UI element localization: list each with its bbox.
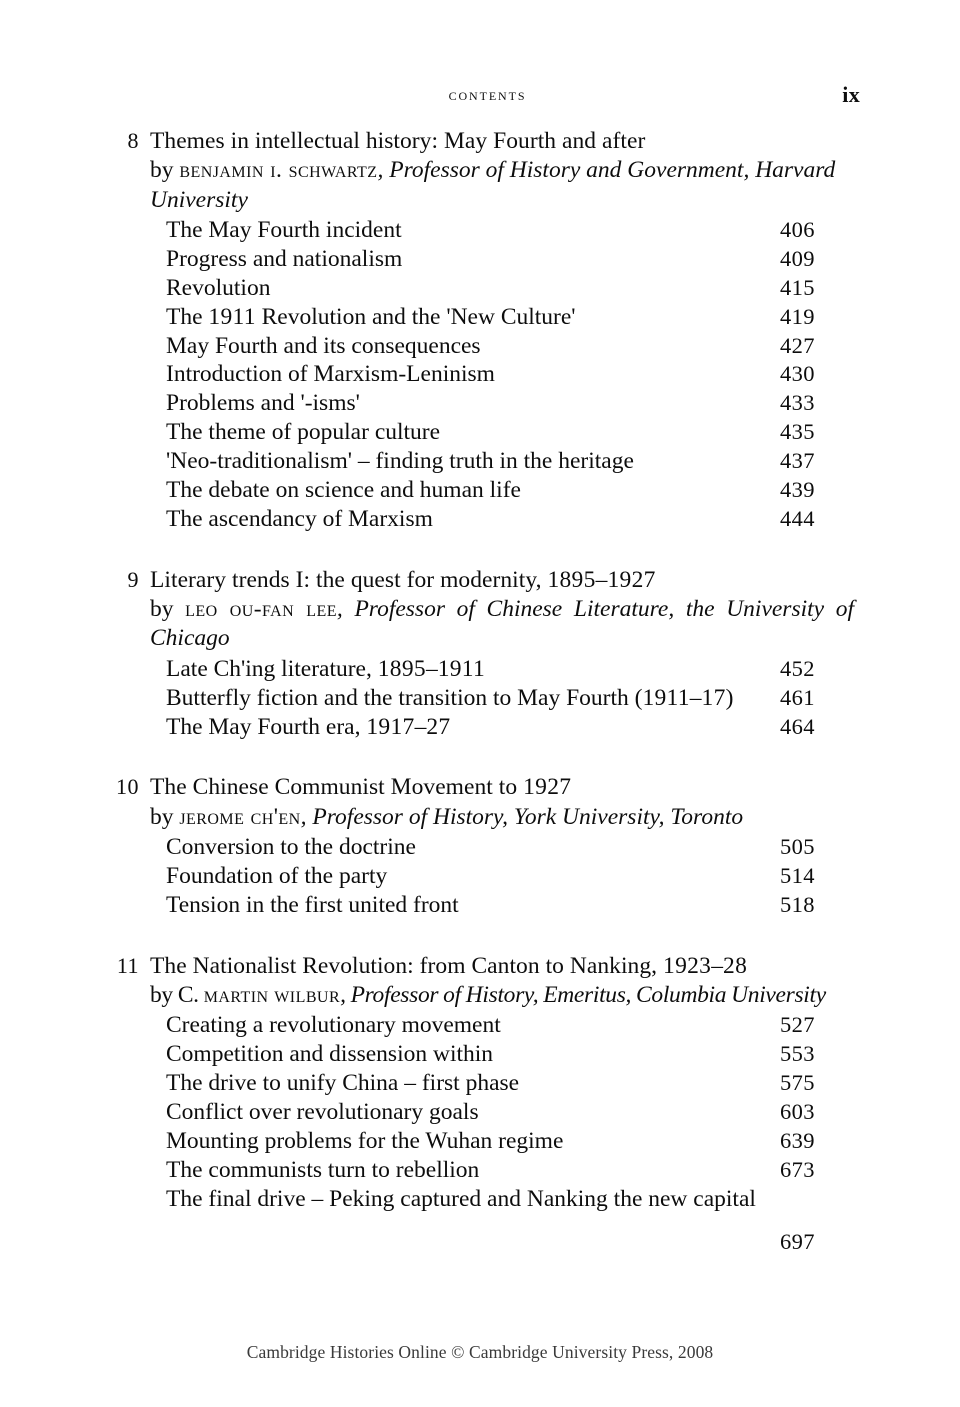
toc-entry-label: Problems and '-isms' [166,390,360,417]
toc-entry[interactable] [106,1185,854,1214]
toc-entry-page-number: 527 [780,1012,815,1038]
toc-entry-label: Revolution [166,274,271,301]
toc-entry[interactable] [106,332,854,361]
chapter-author: leo ou-fan lee [185,596,337,623]
chapter-byline [150,595,854,654]
toc-entry-page-number: 427 [780,332,815,358]
toc-chapter [106,772,854,919]
chapter-title: The Nationalist Revolution: from Canton to Nanking, 1923–28 [150,952,748,979]
toc-entry[interactable] [106,891,854,920]
table-of-contents [106,126,854,1257]
toc-entry-page-overflow [106,1228,854,1257]
chapter-heading[interactable] [106,126,854,156]
toc-entry-label: The debate on science and human life [166,477,521,504]
page-footer: Cambridge Histories Online © Cambridge University Press, 2008 [246,1342,714,1362]
toc-entry[interactable] [106,418,854,447]
toc-entry[interactable] [106,245,854,274]
toc-entry-page-number: 444 [780,505,815,531]
toc-entry[interactable] [106,389,854,418]
toc-entry-page-number: 433 [780,390,815,416]
toc-entry-label: Conversion to the doctrine [166,834,416,861]
byline-prefix: by C. [150,982,204,1009]
toc-entry[interactable] [106,833,854,862]
toc-entry-label: The 1911 Revolution and the 'New Culture' [166,303,576,330]
toc-entry[interactable] [106,1069,854,1098]
toc-entry[interactable] [106,1011,854,1040]
toc-entry-page-number: 437 [780,448,815,474]
toc-entry[interactable] [106,1127,854,1156]
toc-entry-label: Creating a revolutionary movement [166,1012,501,1039]
toc-entry-page-number: 514 [780,862,815,888]
toc-entry-label: The ascendancy of Marxism [166,505,433,532]
chapter-title: The Chinese Communist Movement to 1927 [150,774,572,801]
toc-entry-page-number: 518 [780,891,815,917]
byline-prefix: by [150,596,186,623]
chapter-author-affiliation: , Professor of History and Government, Harvard University [150,157,836,213]
toc-entry-page-number: 415 [780,274,815,300]
chapter-section-list [106,655,854,742]
toc-entry[interactable] [106,713,854,742]
chapter-author-affiliation: , Professor of History, Emeritus, Columbia University [340,982,826,1009]
toc-entry-label: Introduction of Marxism-Leninism [166,361,495,388]
toc-entry-page-number: 639 [780,1128,815,1153]
chapter-byline [150,981,854,1010]
toc-entry-page-number: 435 [780,419,815,445]
toc-entry[interactable] [106,862,854,891]
toc-entry-label: Butterfly fiction and the transition to May Fourth (1911–17) [166,684,734,711]
toc-entry-label: May Fourth and its consequences [166,332,481,359]
toc-entry-label: Conflict over revolutionary goals [166,1099,479,1126]
chapter-title: Themes in intellectual history: May Fourth and after [150,128,646,154]
toc-entry-page-number: 603 [780,1099,815,1125]
toc-entry[interactable] [106,1098,854,1127]
toc-entry-page-number: 461 [780,684,815,710]
toc-entry-page-number: 409 [780,245,815,271]
toc-entry-label: Competition and dissension within [166,1041,494,1068]
toc-entry-page-number: 406 [780,216,815,242]
toc-entry-page-number: 419 [780,303,815,329]
toc-entry[interactable] [106,360,854,389]
spacer [106,1228,780,1257]
toc-entry[interactable] [106,655,854,684]
toc-entry-label: The final drive – Peking captured and Nanking the new capital [166,1185,756,1212]
toc-entry-page-number: 553 [780,1041,815,1067]
toc-entry[interactable] [106,684,854,713]
chapter-number: 10 [116,774,139,800]
toc-chapter [106,126,854,534]
chapter-author: martin wilbur [203,982,341,1009]
chapter-heading[interactable] [106,772,854,802]
chapter-author: jerome ch'en [179,803,301,830]
running-head-title: contents [448,84,527,104]
toc-chapter [106,951,854,1257]
chapter-heading[interactable] [106,951,854,981]
chapter-author: benjamin i. schwartz [179,157,378,184]
toc-entry-label: Tension in the first united front [166,891,459,918]
toc-entry-label: The theme of popular culture [166,419,441,446]
chapter-heading[interactable] [106,565,854,595]
toc-entry-label: Progress and nationalism [166,245,403,272]
toc-entry[interactable] [106,476,854,505]
toc-entry[interactable] [106,447,854,476]
toc-entry-page-number: 452 [780,655,815,681]
chapter-section-list [106,216,854,534]
toc-entry-page-number: 464 [780,713,815,739]
toc-entry-page-number: 505 [780,834,815,860]
chapter-byline [150,803,854,832]
toc-entry[interactable] [106,303,854,332]
toc-entry-label: The drive to unify China – first phase [166,1070,520,1097]
toc-entry-label: Late Ch'ing literature, 1895–1911 [166,655,486,682]
toc-entry-label: Mounting problems for the Wuhan regime [166,1128,564,1154]
toc-entry-label: The May Fourth incident [166,216,402,243]
toc-entry-page-number: 430 [780,361,815,387]
chapter-number: 8 [127,128,139,153]
toc-entry[interactable] [106,274,854,303]
toc-entry[interactable] [106,1156,854,1185]
toc-entry[interactable] [106,1040,854,1069]
toc-entry-label: The communists turn to rebellion [166,1156,480,1183]
toc-entry-page-number: 575 [780,1070,815,1096]
running-head [115,84,860,110]
chapter-byline [150,156,854,215]
chapter-author-affiliation: , Professor of History, York University, Toronto [300,803,744,830]
toc-entry-page-number: 439 [780,477,815,503]
toc-chapter [106,565,854,742]
byline-prefix: by [150,157,180,184]
toc-entry-label: 'Neo-traditionalism' – finding truth in the heritage [166,448,634,475]
toc-entry[interactable] [106,505,854,534]
chapter-section-list [106,1011,854,1256]
chapter-number: 11 [116,952,139,978]
page-folio: ix [842,82,860,107]
chapter-title: Literary trends I: the quest for modernity, 1895–1927 [150,566,656,593]
toc-entry-label: The May Fourth era, 1917–27 [166,713,451,740]
chapter-number: 9 [127,566,139,592]
chapter-author-affiliation: , Professor of Chinese Literature, the University of Chicago [150,596,855,652]
byline-prefix: by [150,803,180,830]
toc-entry-page-number: 673 [780,1156,815,1182]
chapter-section-list [106,833,854,920]
toc-entry-page-number: 697 [780,1228,815,1254]
toc-entry-label: Foundation of the party [166,862,388,889]
toc-entry[interactable] [106,216,854,245]
